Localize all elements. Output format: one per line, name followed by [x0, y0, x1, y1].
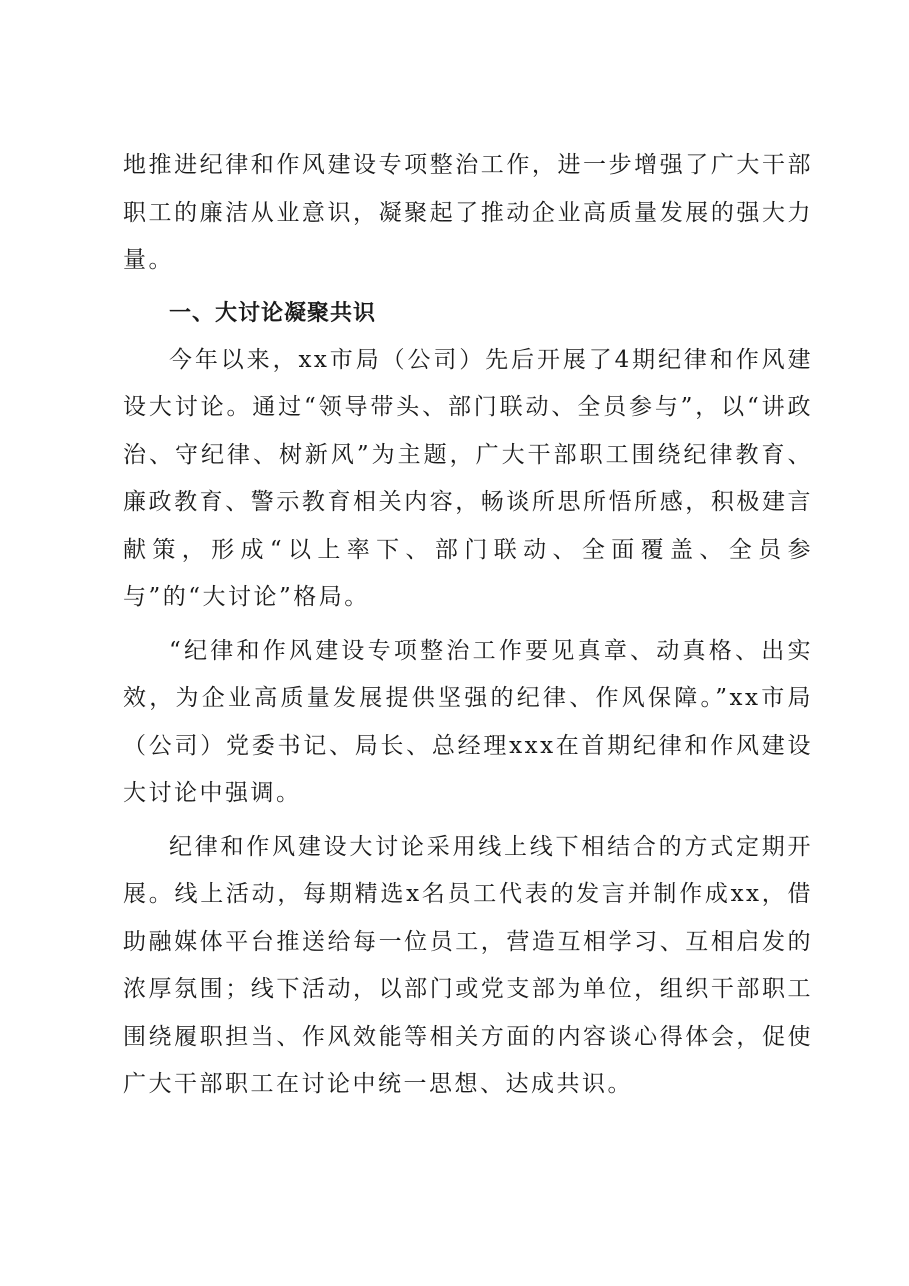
document-body: [123, 142, 813, 1109]
section-heading: 一、大讨论凝聚共识: [169, 300, 377, 326]
paragraph-online-offline: 纪律和作风建设大讨论采用线上线下相结合的方式定期开展。线上活动，每期精选x名员工代表的发言并制作成xx，借助融媒体平台推送给每一位员工，营造互相学习、互相启发的浓厚氛围；线下活动，以部门或党支部为单位，组织干部职工围绕履职担当、作风效能等相关方面的内容谈心得体会，促使广大干部职工在讨论中统一思想、达成共识。: [123, 833, 813, 1097]
paragraph-intro-continuation: 地推进纪律和作风建设专项整治工作，进一步增强了广大干部职工的廉洁从业意识，凝聚起了推动企业高质量发展的强大力量。: [123, 152, 813, 273]
paragraph-discussion-overview: 今年以来，xx市局（公司）先后开展了4期纪律和作风建设大讨论。通过“领导带头、部门联动、全员参与”，以“讲政治、守纪律、树新风”为主题，广大干部职工围绕纪律教育、廉政教育、警示教育相关内容，畅谈所思所悟所感，积极建言献策，形成“以上率下、部门联动、全面覆盖、全员参与”的“大讨论”格局。: [123, 346, 813, 610]
paragraph-quote: “纪律和作风建设专项整治工作要见真章、动真格、出实效，为企业高质量发展提供坚强的纪律、作风保障。”xx市局（公司）党委书记、局长、总经理xxx在首期纪律和作风建设大讨论中强调。: [123, 637, 813, 806]
